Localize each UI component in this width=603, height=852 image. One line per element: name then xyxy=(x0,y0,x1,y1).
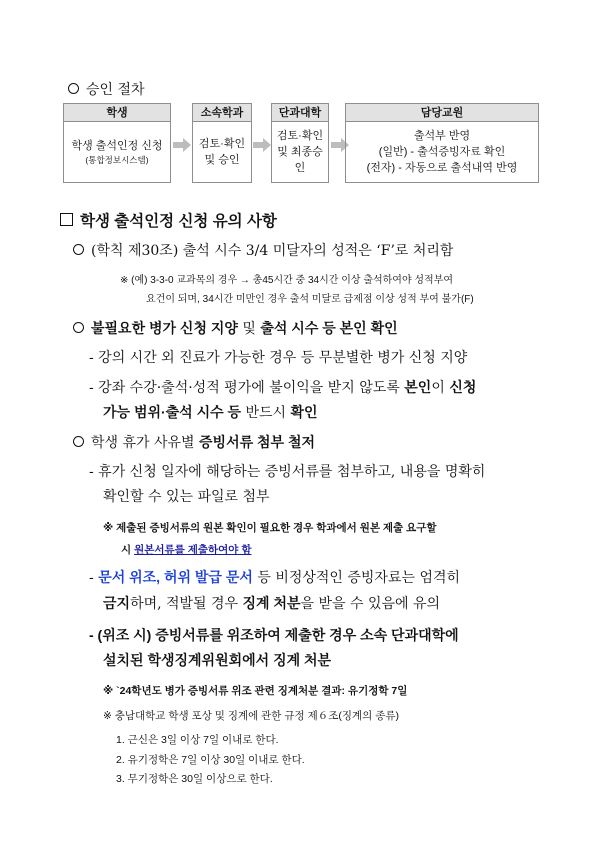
detail-forgery-warning: - 문서 위조, 허위 발급 문서 등 비정상적인 증빙자료는 엄격히 xyxy=(89,569,461,586)
note-regulation: ※ 충남대학교 학생 포상 및 징계에 관한 규정 제６조(징계의 종류) xyxy=(103,710,399,722)
step-body-department: 검토·확인 및 승인 xyxy=(192,122,252,183)
circle-bullet-icon xyxy=(73,244,84,255)
detail-disciplinary-cont: 설치된 학생징계위원회에서 징계 처분 xyxy=(103,652,332,668)
bullet-evidence: 학생 휴가 사유별 증빙서류 첨부 철저 xyxy=(73,432,315,452)
circle-bullet-icon xyxy=(68,83,79,94)
note-example-cont: 요건이 되며, 34시간 미만인 경우 출석 미달로 급제점 이상 성적 부여 불가(F) xyxy=(146,294,474,305)
note-disciplinary-result: ※ `24학년도 병가 증빙서류 위조 관련 징계처분 결과: 유기정학 7일 xyxy=(103,685,408,697)
list-item: 2. 유기정학은 7일 이상 30일 이내로 한다. xyxy=(116,754,305,766)
note-original-document-cont: 시 원본서류를 제출하여야 함 xyxy=(121,544,252,556)
detail-evidence-1-cont: 확인할 수 있는 파일로 첨부 xyxy=(103,489,270,505)
step-head-instructor: 담당교원 xyxy=(345,103,539,122)
detail-disciplinary: - (위조 시) 증빙서류를 위조하여 제출한 경우 소속 단과대학에 xyxy=(89,627,459,643)
bullet-sick-leave: 불필요한 병가 신청 지양 및 출석 시수 등 본인 확인 xyxy=(73,318,398,338)
step-head-college: 단과대학 xyxy=(271,103,329,122)
arrow-right-icon xyxy=(173,138,191,152)
step-body-instructor: 출석부 반영 (일반) - 출석증빙자료 확인 (전자) - 자동으로 출석내역 반영 xyxy=(345,122,539,183)
detail-evidence-1: - 휴가 신청 일자에 해당하는 증빙서류를 첨부하고, 내용을 명확히 xyxy=(89,464,486,480)
step-head-department: 소속학과 xyxy=(192,103,252,122)
step-body-student: 학생 출석인정 신청 (통합정보시스템) xyxy=(63,122,171,183)
detail-sick-leave-2: - 강좌 수강·출석·성적 평가에 불이익을 받지 않도록 본인이 신청 xyxy=(89,379,477,396)
arrow-right-icon xyxy=(253,138,271,152)
detail-forgery-warning-cont: 금지하며, 적발될 경우 징계 처분을 받을 수 있음에 유의 xyxy=(103,595,441,612)
square-bullet-icon xyxy=(60,213,73,226)
note-example: ※ (예) 3-3-0 교과목의 경우 → 총45시간 중 34시간 이상 출석하여야 성적부여 xyxy=(120,275,454,286)
list-item: 1. 근신은 3일 이상 7일 이내로 한다. xyxy=(116,734,279,746)
step-head-student: 학생 xyxy=(63,103,171,122)
circle-bullet-icon xyxy=(73,436,84,447)
detail-sick-leave-1: - 강의 시간 외 진료가 가능한 경우 등 무분별한 병가 신청 지양 xyxy=(89,350,468,366)
approval-heading: 승인 절차 xyxy=(68,79,145,99)
section-title: 학생 출석인정 신청 유의 사항 xyxy=(60,209,277,231)
list-item: 3. 무기정학은 30일 이상으로 한다. xyxy=(116,773,273,785)
circle-bullet-icon xyxy=(73,322,84,333)
bullet-attendance-rule: (학칙 제30조) 출석 시수 3/4 미달자의 성적은 ‘F’로 처리함 xyxy=(73,240,453,260)
detail-sick-leave-2-cont: 가능 범위·출석 시수 등 반드시 확인 xyxy=(103,404,318,421)
note-original-document: ※ 제출된 증빙서류의 원본 확인이 필요한 경우 학과에서 원본 제출 요구할 xyxy=(103,522,437,534)
step-body-college: 검토·확인 및 최종승인 xyxy=(271,122,329,183)
